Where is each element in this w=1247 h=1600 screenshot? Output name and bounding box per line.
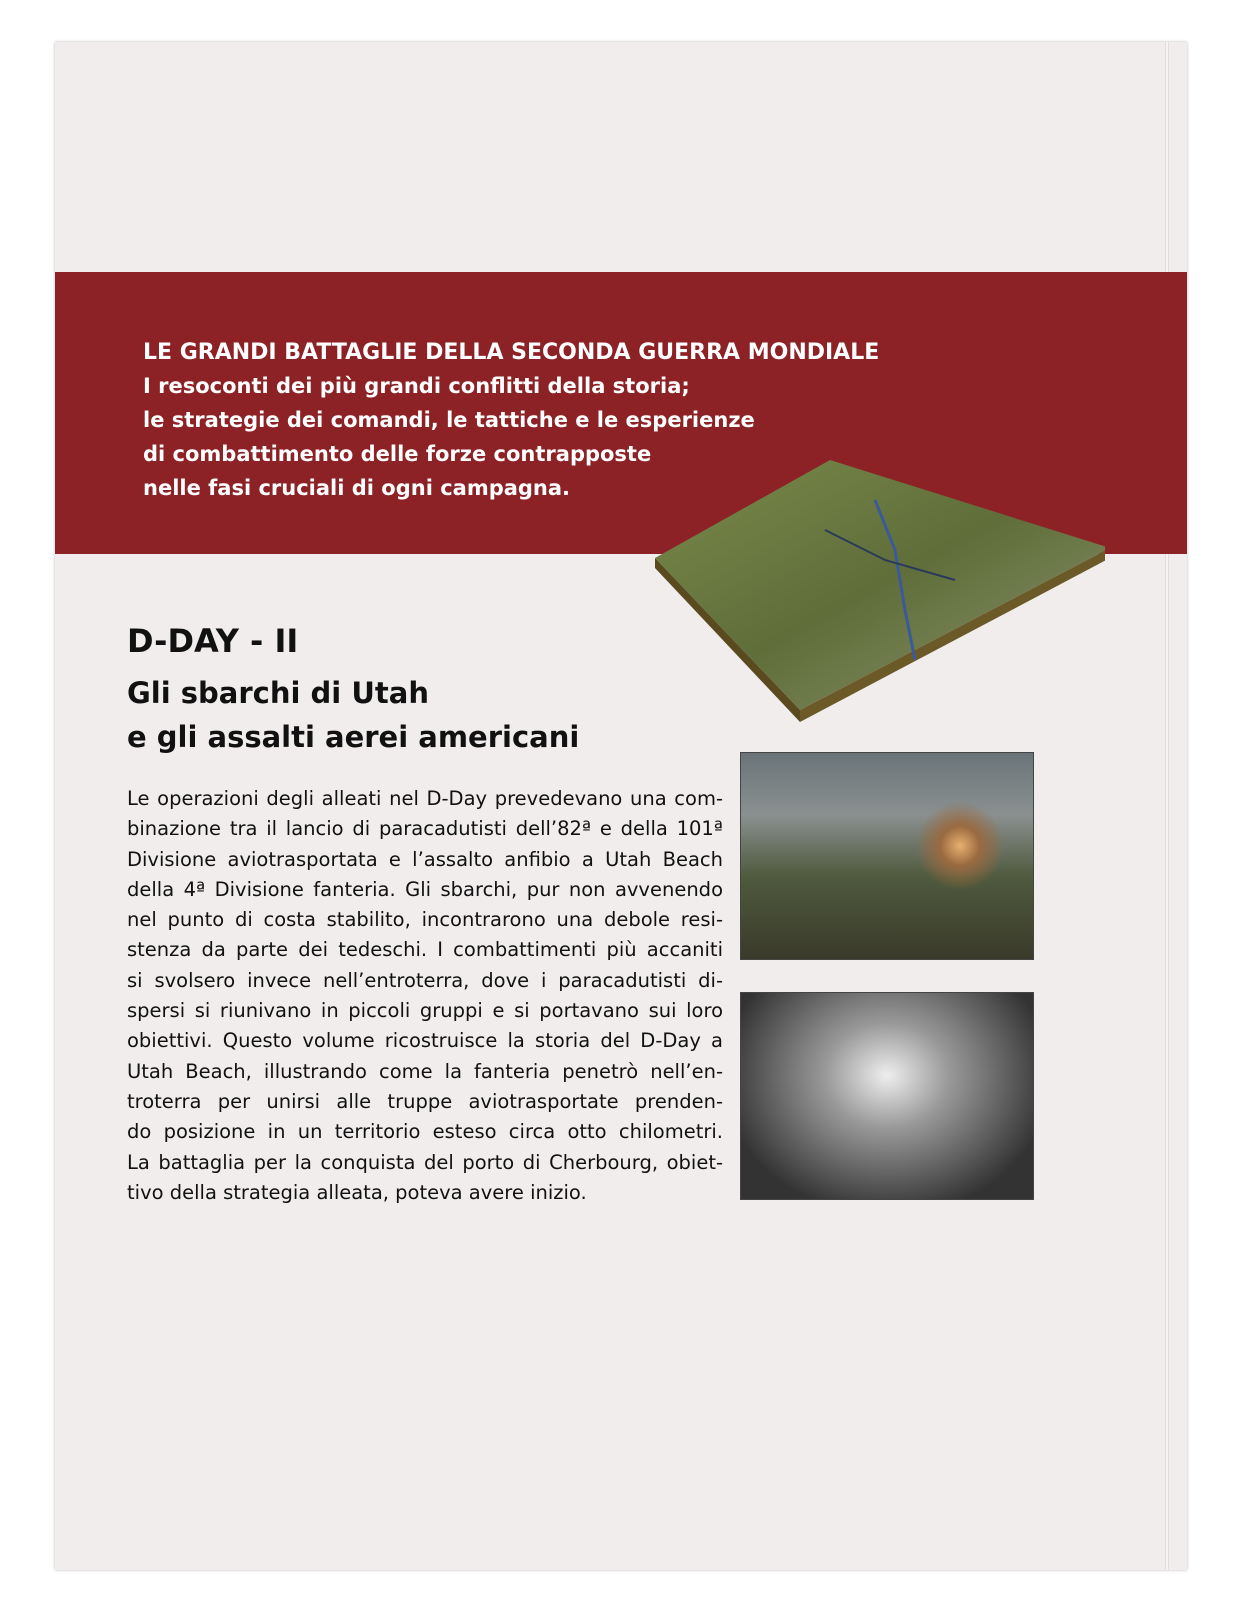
book-description <box>127 784 723 1208</box>
description-line: della 4ª Divisione fanteria. Gli sbarchi, pur non avvenendo <box>127 877 723 901</box>
description-line: Le operazioni degli alleati nel D-Day prevedevano una com- <box>127 787 723 810</box>
description-line: La battaglia per la conquista del porto di Cherbourg, obiet- <box>127 1150 723 1174</box>
series-description-line: I resoconti dei più grandi conflitti della storia; <box>143 374 690 398</box>
paratroopers-photo-image <box>740 992 1034 1200</box>
series-description-line: nelle fasi cruciali di ogni campagna. <box>143 476 571 500</box>
description-line: Divisione aviotrasportata e l’assalto anfibio a Utah Beach <box>127 847 723 871</box>
battle-painting-image <box>740 752 1034 960</box>
book-subtitle-line: Gli sbarchi di Utah <box>127 676 429 710</box>
description-line: Utah Beach, illustrando come la fanteria penetrò nell’en- <box>127 1059 723 1083</box>
description-line: tivo della strategia alleata, poteva avere inizio. <box>127 1180 587 1204</box>
series-description-line: di combattimento delle forze contrapposte <box>143 442 652 466</box>
series-title: LE GRANDI BATTAGLIE DELLA SECONDA GUERRA MONDIALE <box>143 340 880 365</box>
description-line: spersi si riunivano in piccoli gruppi e si portavano sui loro <box>127 999 723 1023</box>
book-subtitle-line: e gli assalti aerei americani <box>127 720 580 754</box>
description-line: binazione tra il lancio di paracadutisti dell’82ª e della 101ª <box>127 817 723 841</box>
terrain-map-image <box>655 440 1105 730</box>
book-title: D-DAY - II <box>127 622 299 660</box>
series-description-line: le strategie dei comandi, le tattiche e le esperienze <box>143 408 755 432</box>
description-line: si svolsero invece nell’entroterra, dove i paracadutisti di- <box>127 968 723 992</box>
book-back-cover <box>55 42 1187 1570</box>
description-line: stenza da parte dei tedeschi. I combattimenti più accaniti <box>127 938 723 962</box>
description-line: troterra per unirsi alle truppe aviotrasportate prenden- <box>127 1089 723 1113</box>
description-line: nel punto di costa stabilito, incontrarono una debole resi- <box>127 908 723 932</box>
description-line: do posizione in un territorio esteso circa otto chilometri. <box>127 1120 723 1144</box>
description-line: obiettivi. Questo volume ricostruisce la storia del D-Day a <box>127 1029 723 1053</box>
